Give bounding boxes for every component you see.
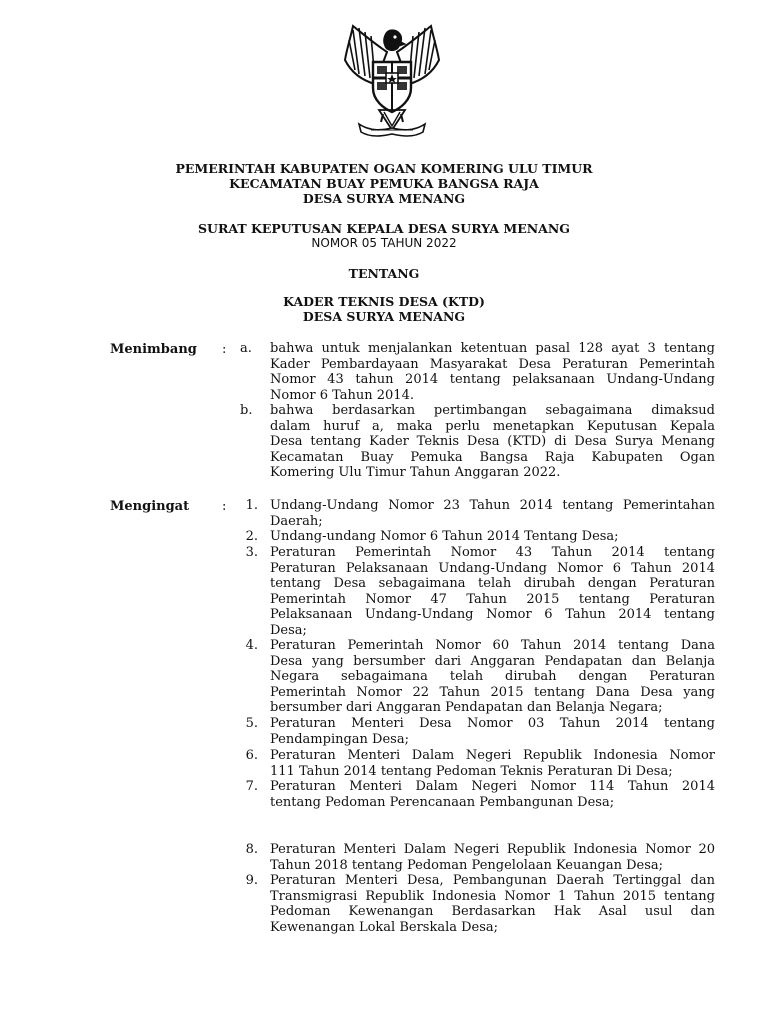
item-text-line: Nomor 6 Tahun 2014. — [270, 387, 414, 403]
item-text-line: dalam huruf a, maka perlu menetapkan Keputusan Kepala — [270, 418, 715, 434]
header-district-line: KECAMATAN BUAY PEMUKA BANGSA RAJA — [229, 176, 539, 191]
item-marker: a. — [240, 341, 252, 356]
item-text-line: Pedoman Kewenangan Berdasarkan Hak Asal usul dan — [270, 904, 715, 919]
item-text-line: bersumber dari Anggaran Pendapatan dan Belanja Negara; — [270, 700, 663, 715]
mengingat-colon: : — [222, 499, 227, 514]
item-text-line: Peraturan Pemerintah Nomor 43 Tahun 2014 tentang — [270, 545, 715, 560]
decree-title: SURAT KEPUTUSAN KEPALA DESA SURYA MENANG — [198, 221, 570, 236]
item-text-line: 111 Tahun 2014 tentang Pedoman Teknis Peraturan Di Desa; — [270, 763, 673, 779]
decree-number: NOMOR 05 TAHUN 2022 — [311, 236, 457, 250]
item-text-line: Kecamatan Buay Pemuka Bangsa Raja Kabupaten Ogan — [270, 449, 715, 465]
item-text-line: Negara sebagaimana telah dirubah dengan Peraturan — [270, 669, 715, 684]
item-marker: 8. — [245, 842, 258, 857]
item-marker: 3. — [245, 545, 258, 560]
item-text-line: Komering Ulu Timur Tahun Anggaran 2022. — [270, 465, 561, 480]
item-text-line: Peraturan Menteri Dalam Negeri Republik Indonesia Nomor 20 — [270, 842, 715, 857]
item-marker: 1. — [245, 498, 258, 513]
item-text-line: Kewenangan Lokal Berskala Desa; — [270, 919, 499, 935]
item-marker: 7. — [245, 779, 258, 794]
item-text-line: bahwa untuk menjalankan ketentuan pasal 128 ayat 3 tentang — [270, 341, 715, 356]
item-text-line: Peraturan Pemerintah Nomor 60 Tahun 2014 tentang Dana — [270, 638, 715, 653]
item-text-line: Pelaksanaan Undang-Undang Nomor 6 Tahun 2014 tentang — [270, 607, 715, 622]
item-text-line: bahwa berdasarkan pertimbangan sebagaimana dimaksud — [270, 403, 715, 418]
item-text-line: Transmigrasi Republik Indonesia Nomor 1 Tahun 2015 tentang — [270, 888, 715, 904]
item-marker: 9. — [245, 873, 258, 888]
item-text-line: tentang Pedoman Perencanaan Pembangunan Desa; — [270, 794, 615, 810]
item-text-line: Peraturan Menteri Dalam Negeri Nomor 114 Tahun 2014 — [270, 779, 715, 794]
item-marker: 4. — [245, 638, 258, 653]
subject-line-2: DESA SURYA MENANG — [302, 309, 466, 324]
item-text-line: Peraturan Pelaksanaan Undang-Undang Nomor 6 Tahun 2014 — [270, 560, 715, 576]
header-village-line: DESA SURYA MENANG — [302, 191, 466, 206]
header-government-line: PEMERINTAH KABUPATEN OGAN KOMERING ULU TIMUR — [175, 161, 593, 176]
item-text-line: Desa yang bersumber dari Anggaran Pendapatan dan Belanja — [270, 653, 715, 669]
item-text-line: Nomor 43 tahun 2014 tentang pelaksanaan Undang-Undang — [270, 372, 715, 387]
subject-line-1: KADER TEKNIS DESA (KTD) — [283, 294, 485, 309]
item-text-line: Undang-undang Nomor 6 Tahun 2014 Tentang Desa; — [270, 529, 619, 544]
menimbang-colon: : — [222, 342, 227, 357]
item-text-line: Desa; — [270, 622, 307, 638]
mengingat-label: Mengingat — [110, 499, 190, 514]
menimbang-label: Menimbang — [110, 342, 197, 357]
item-marker: b. — [240, 403, 253, 418]
item-text-line: Pemerintah Nomor 22 Tahun 2015 tentang Dana Desa yang — [270, 684, 715, 700]
item-text-line: Kader Pembardayaan Masyarakat Desa Peraturan Pemerintah — [270, 356, 715, 372]
item-marker: 5. — [245, 716, 258, 731]
item-text-line: Tahun 2018 tentang Pedoman Pengelolaan Keuangan Desa; — [270, 857, 663, 873]
item-text-line: Peraturan Menteri Desa, Pembangunan Daerah Tertinggal dan — [270, 873, 715, 888]
item-text-line: Desa tentang Kader Teknis Desa (KTD) di Desa Surya Menang — [270, 434, 715, 449]
item-text-line: Pemerintah Nomor 47 Tahun 2015 tentang Peraturan — [270, 591, 715, 607]
item-text-line: Undang-Undang Nomor 23 Tahun 2014 tentang Pemerintahan — [270, 498, 715, 513]
garuda-emblem-icon — [337, 22, 447, 140]
item-marker: 6. — [245, 748, 258, 763]
item-text-line: Peraturan Menteri Dalam Negeri Republik Indonesia Nomor — [270, 748, 715, 763]
item-text-line: Peraturan Menteri Desa Nomor 03 Tahun 2014 tentang — [270, 716, 715, 731]
item-text-line: tentang Desa sebagaimana telah dirubah dengan Peraturan — [270, 576, 715, 591]
item-text-line: Pendampingan Desa; — [270, 731, 409, 747]
tentang-heading: TENTANG — [348, 266, 420, 281]
item-marker: 2. — [245, 529, 258, 544]
item-text-line: Daerah; — [270, 513, 323, 529]
